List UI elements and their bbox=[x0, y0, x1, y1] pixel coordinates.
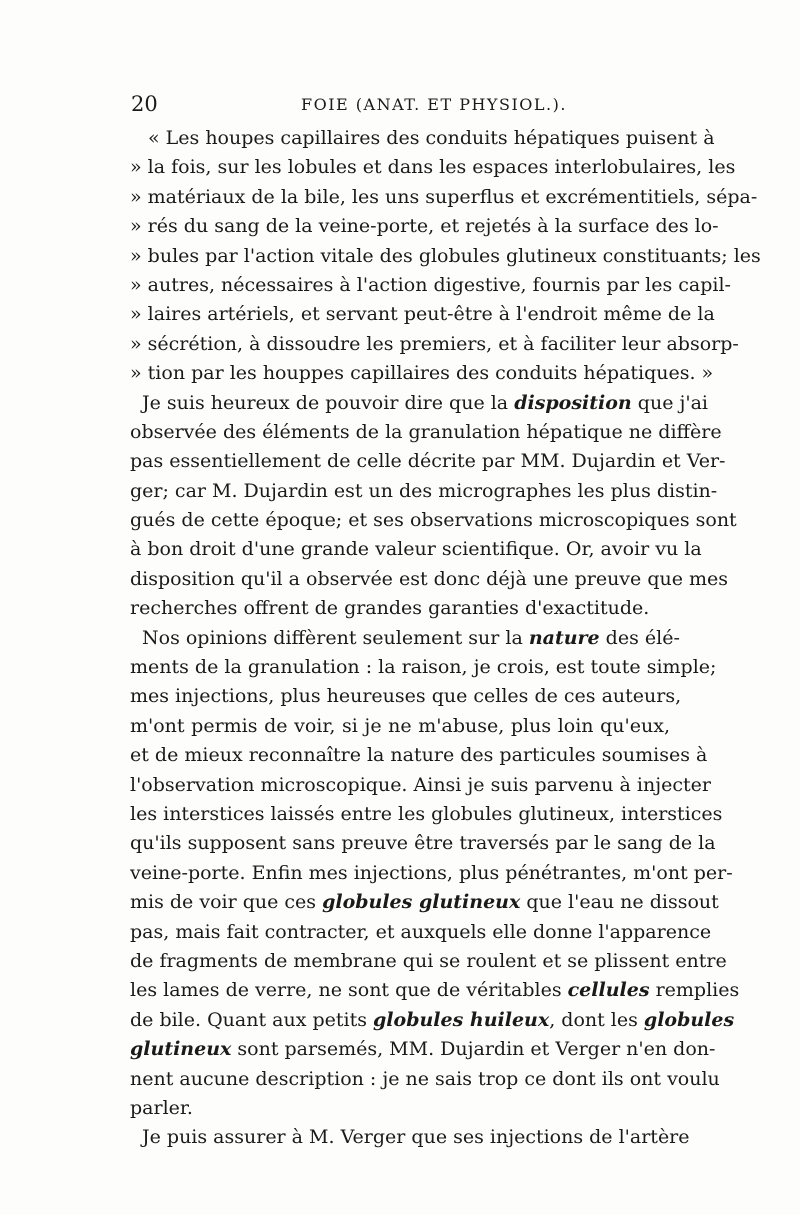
text-line bbox=[130, 624, 680, 653]
text-line: disposition qu'il a observée est donc déjà une preuve que mes bbox=[130, 567, 729, 590]
text-line: » la fois, sur les lobules et dans les espaces interlobulaires, les bbox=[130, 156, 736, 179]
text-run: sont parsemés, MM. Dujardin et Verger n'en don- bbox=[231, 1038, 716, 1061]
text-run: les lames de verre, ne sont que de véritables bbox=[130, 979, 568, 1002]
italic-term: glutineux bbox=[130, 1038, 232, 1061]
page-header bbox=[131, 92, 671, 120]
text-run: Nos opinions diffèrent seulement sur la bbox=[142, 626, 529, 649]
text-line: qu'ils supposent sans preuve être traversés par le sang de la bbox=[130, 832, 716, 855]
paragraph bbox=[130, 624, 740, 1124]
text-run: de bile. Quant aux petits bbox=[130, 1008, 374, 1031]
italic-term: globules huileux bbox=[373, 1008, 550, 1031]
running-title: FOIE (ANAT. ET PHYSIOL.). bbox=[301, 95, 567, 114]
text-line: recherches offrent de grandes garanties d'exactitude. bbox=[130, 597, 650, 620]
text-line: nent aucune description : je ne sais trop ce dont ils ont voulu bbox=[130, 1067, 720, 1090]
text-line: » bules par l'action vitale des globules glutineux constituants; les bbox=[130, 244, 761, 267]
text-line: m'ont permis de voir, si je ne m'abuse, plus loin qu'eux, bbox=[130, 714, 670, 737]
text-line: et de mieux reconnaître la nature des particules soumises à bbox=[130, 744, 708, 767]
text-run: que l'eau ne dissout bbox=[520, 891, 719, 914]
text-line: l'observation microscopique. Ainsi je suis parvenu à injecter bbox=[130, 773, 711, 796]
text-run: que j'ai bbox=[631, 391, 708, 414]
paragraph bbox=[130, 389, 737, 624]
text-line: Je puis assurer à M. Verger que ses injections de l'artère bbox=[142, 1126, 690, 1149]
text-line: ger; car M. Dujardin est un des micrographes les plus distin- bbox=[130, 479, 718, 502]
text-line: » rés du sang de la veine-porte, et rejetés à la surface des lo- bbox=[130, 215, 719, 238]
text-run: des élé- bbox=[599, 626, 680, 649]
italic-term: globules glutineux bbox=[322, 891, 521, 914]
text-run: mis de voir que ces bbox=[130, 891, 323, 914]
text-line: pas, mais fait contracter, et auxquels elle donne l'apparence bbox=[130, 920, 712, 943]
text-line: » sécrétion, à dissoudre les premiers, et à faciliter leur absorp- bbox=[130, 332, 739, 355]
text-line: à bon droit d'une grande valeur scientifique. Or, avoir vu la bbox=[130, 538, 702, 561]
page-number: 20 bbox=[131, 92, 158, 116]
text-line bbox=[130, 888, 719, 917]
text-line: observée des éléments de la granulation hépatique ne diffère bbox=[130, 420, 722, 443]
text-line: les interstices laissés entre les globules glutineux, interstices bbox=[130, 802, 723, 825]
paragraph bbox=[130, 1123, 690, 1152]
text-line: gués de cette époque; et ses observations microscopiques sont bbox=[130, 509, 737, 532]
italic-term: globules bbox=[643, 1008, 735, 1031]
text-run: remplies bbox=[649, 979, 740, 1002]
text-line: de fragments de membrane qui se roulent et se plissent entre bbox=[130, 949, 727, 972]
text-line: ments de la granulation : la raison, je crois, est toute simple; bbox=[130, 656, 717, 679]
quoted-paragraph bbox=[130, 124, 761, 389]
text-line bbox=[130, 1035, 716, 1064]
italic-term: nature bbox=[528, 626, 600, 649]
text-line: » autres, nécessaires à l'action digestive, fournis par les capil- bbox=[130, 273, 731, 296]
text-line: veine-porte. Enfin mes injections, plus pénétrantes, m'ont per- bbox=[130, 861, 733, 884]
text-line bbox=[130, 976, 740, 1005]
text-line bbox=[130, 389, 708, 418]
text-line: pas essentiellement de celle décrite par MM. Dujardin et Ver- bbox=[130, 450, 726, 473]
text-run: , dont les bbox=[549, 1008, 644, 1031]
text-line: « Les houpes capillaires des conduits hépatiques puisent à bbox=[148, 127, 715, 149]
text-line: mes injections, plus heureuses que celles de ces auteurs, bbox=[130, 685, 682, 708]
page-body bbox=[130, 124, 761, 1153]
text-line: » matériaux de la bile, les uns superflus et excrémentitiels, sépa- bbox=[130, 185, 758, 208]
text-line: » laires artériels, et servant peut-être à l'endroit même de la bbox=[130, 303, 715, 326]
text-line bbox=[130, 1006, 735, 1035]
text-line: parler. bbox=[130, 1096, 193, 1119]
italic-term: disposition bbox=[514, 391, 632, 414]
text-run: Je suis heureux de pouvoir dire que la bbox=[142, 391, 515, 414]
text-line: » tion par les houppes capillaires des conduits hépatiques. » bbox=[130, 362, 714, 385]
italic-term: cellules bbox=[567, 979, 650, 1002]
